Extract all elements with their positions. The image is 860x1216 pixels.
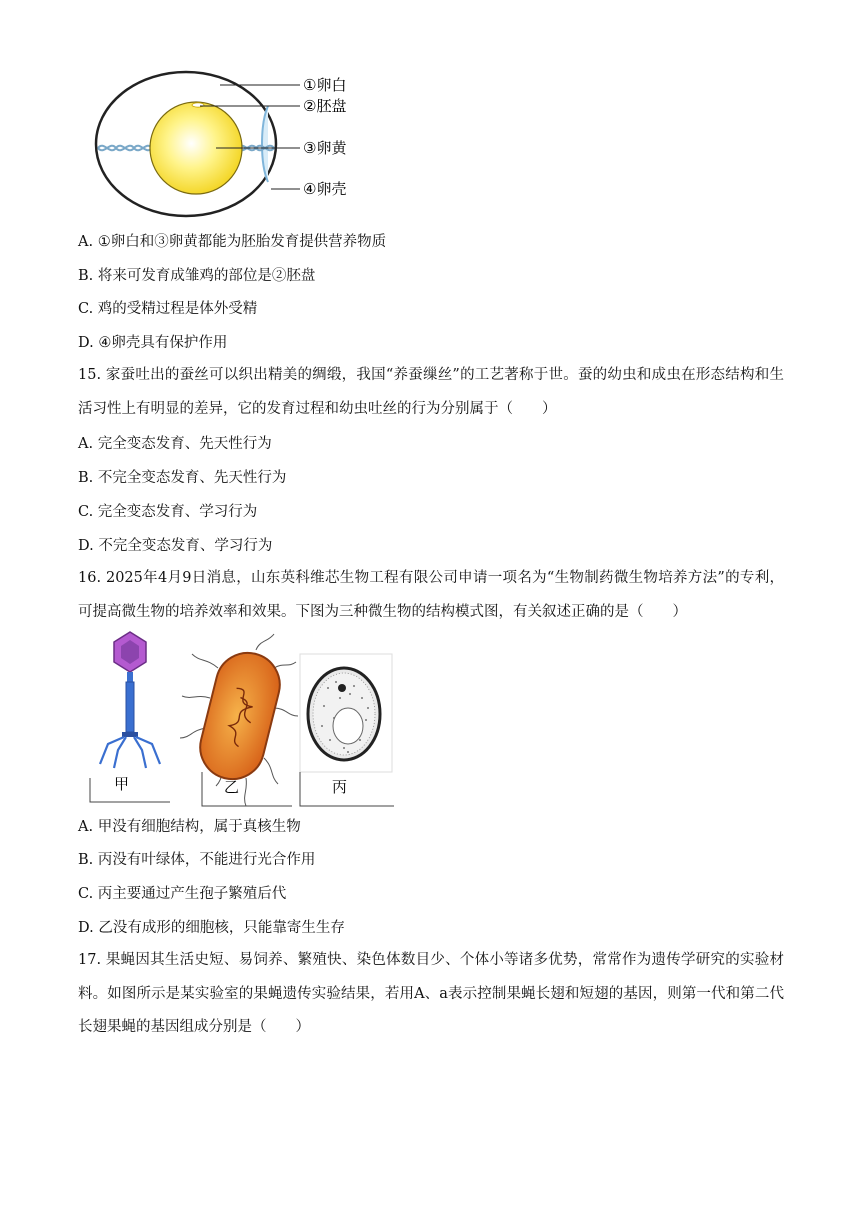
- yeast-drawing: [300, 654, 392, 772]
- q16-stem: 16. 2025年4月9日消息，山东英科维芯生物工程有限公司申请一项名为“生物制药微生物培养方法”的专利，可提高微生物的培养效率和效果。下图为三种微生物的结构模式图，有关叙述正确的是（ ）: [78, 570, 784, 620]
- q16-option-c: C. 丙主要通过产生孢子繁殖后代: [78, 886, 287, 902]
- q17-stem: 17. 果蝇因其生活史短、易饲养、繁殖快、染色体数目少、个体小等诸多优势，常常作为遗传学研究的实验材料。如图所示是某实验室的果蝇遗传实验结果，若用A、a表示控制果蝇长翅和短翅的基因，则第一代和第二代长翅果蝇的基因组成分别是（ ）: [78, 952, 784, 1035]
- egg-label-shell: ④卵壳: [303, 180, 347, 198]
- bacteriophage-drawing: [100, 632, 160, 768]
- q15-option-b: B. 不完全变态发育、先天性行为: [78, 470, 287, 486]
- egg-label-yolk: ③卵黄: [303, 139, 347, 157]
- q14-option-b: B. 将来可发育成雏鸡的部位是②胚盘: [78, 268, 316, 284]
- germinal-disc: [192, 103, 204, 107]
- q15-option-c: C. 完全变态发育、学习行为: [78, 504, 258, 520]
- q16-option-d: D. 乙没有成形的细胞核，只能靠寄生生存: [78, 920, 345, 936]
- figure-label-yi: 乙: [224, 778, 240, 796]
- egg-label-albumen: ①卵白: [303, 76, 347, 94]
- q15-option-d: D. 不完全变态发育、学习行为: [78, 538, 273, 554]
- q16-option-a: A. 甲没有细胞结构，属于真核生物: [78, 819, 301, 835]
- figure-label-bing: 丙: [332, 778, 348, 796]
- figure-label-jia: 甲: [114, 775, 130, 793]
- egg-label-germinal-disc: ②胚盘: [303, 97, 347, 115]
- egg-structure-figure: [90, 64, 380, 224]
- q16-option-b: B. 丙没有叶绿体，不能进行光合作用: [78, 852, 316, 868]
- q14-option-d: D. ④卵壳具有保护作用: [78, 335, 228, 351]
- q15-stem: 15. 家蚕吐出的蚕丝可以织出精美的绸缎，我国“养蚕缫丝”的工艺著称于世。蚕的幼虫和成虫在形态结构和生活习性上有明显的差异，它的发育过程和幼虫吐丝的行为分别属于（ ）: [78, 367, 784, 417]
- q14-option-a: A. ①卵白和③卵黄都能为胚胎发育提供营养物质: [78, 234, 387, 250]
- q15-option-a: A. 完全变态发育、先天性行为: [78, 436, 272, 452]
- microorganism-figure: [78, 628, 408, 812]
- q14-option-c: C. 鸡的受精过程是体外受精: [78, 301, 258, 317]
